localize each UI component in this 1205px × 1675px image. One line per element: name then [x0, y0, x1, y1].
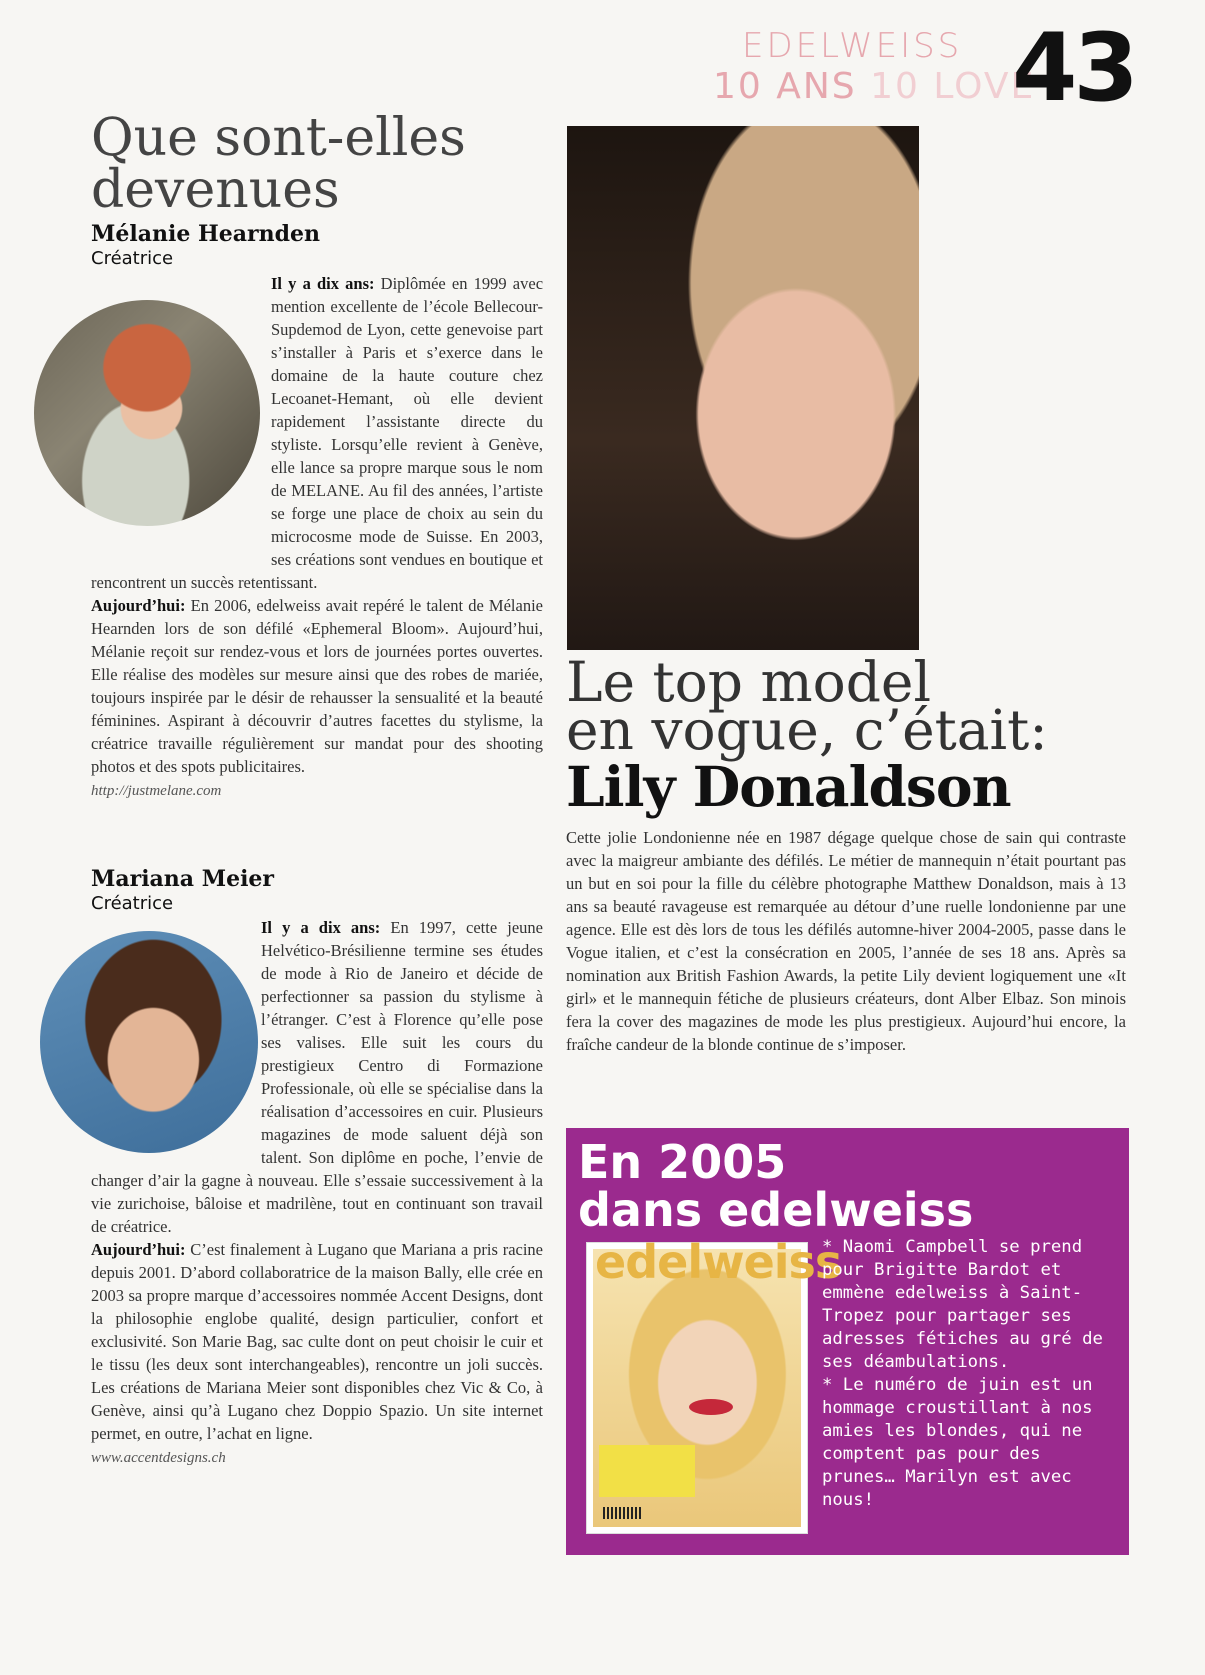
cover-yellow-panel: [599, 1445, 695, 1497]
box-item: * Naomi Campbell se prend pour Brigitte Bardot et emmène edelweiss à Saint-Tropez pour partager ses adresses fétiches au gré de ses déambulations.: [822, 1237, 1103, 1372]
text-wrap-spacer: [91, 272, 271, 550]
cover-barcode: [603, 1507, 643, 1519]
section-title-line1: Que sont-elles: [91, 108, 466, 168]
tagline-part-a: 10 ANS: [713, 66, 857, 107]
box-title-line1: En 2005: [578, 1135, 787, 1189]
profile-name: Mélanie Hearnden: [91, 221, 320, 247]
cover-lips-shape: [689, 1399, 733, 1415]
magazine-cover-image: [586, 1235, 842, 1534]
profile-name: Mariana Meier: [91, 866, 275, 892]
page-number: 43: [1012, 14, 1135, 123]
tagline-part-b: 10 LOVE: [870, 66, 1036, 107]
cover-artwork: [593, 1235, 842, 1527]
profile-role: Créatrice: [91, 248, 174, 269]
box-title-line2: dans edelweiss: [578, 1183, 974, 1237]
feature-title-line1: Le top model: [566, 650, 932, 714]
anniversary-tagline: [713, 66, 1035, 107]
cover-logo: edelweiss: [595, 1235, 842, 1289]
box-text: [822, 1236, 1117, 1512]
magazine-brand: EDELWEISS: [742, 26, 963, 66]
feature-title: [566, 650, 1186, 762]
section-title-line2: devenues: [91, 160, 340, 220]
feature-title-line2: en vogue, c’était:: [566, 698, 1048, 762]
box-item: * Le numéro de juin est un hommage croustillant à nos amies les blondes, qui ne comptent pas pour des prunes… Marilyn est avec nous!: [822, 1375, 1093, 1510]
feature-name: Lily Donaldson: [566, 754, 1011, 819]
now-label: Aujourd’hui:: [91, 596, 186, 615]
profile-text: [91, 272, 543, 803]
lily-donaldson-photo: [567, 126, 919, 650]
section-title: [91, 108, 531, 220]
now-label: Aujourd’hui:: [91, 1240, 186, 1259]
then-text: En 1997, cette jeune Helvético-Brésilienne termine ses études de mode à Rio de Janeiro et décide de perfectionner sa passion du stylisme à l’étranger. C’est à Florence qu’elle pose ses valises. Elle suit les cours du prestigieux Centro di Formazione Professionale, où elle se spécialise dans la réalisation d’accessoires en cuir. Plusieurs magazines de mode saluent déjà son talent. Son diplôme en poche, l’envie de changer d’air la gagne à nouveau. Elle s’essaie successivement à la vie zurichoise, bâloise et madrilène, tout en continuant son travail de créatrice.: [91, 918, 544, 1236]
profile-role: Créatrice: [91, 893, 174, 914]
now-text: En 2006, edelweiss avait repéré le talent de Mélanie Hearnden lors de son défilé «Ephemeral Bloom». Aujourd’hui, Mélanie reçoit sur rendez-vous et lors de journées portes ouvertes. Elle réalise des modèles sur mesure ainsi que des robes de mariée, toujours inspirée par le désir de rehausser la sensualité et la beauté féminines. Aspirant à découvrir d’autres facettes du stylisme, la créatrice travaille régulièrement sur mandat pour des shooting photos et des spots publicitaires.: [91, 596, 543, 776]
text-wrap-spacer: [91, 916, 261, 1166]
profile-text: [91, 916, 543, 1470]
now-text: C’est finalement à Lugano que Mariana a pris racine depuis 2001. D’abord collaboratrice de la maison Bally, elle crée en 2003 sa propre marque d’accessoires nommée Accent Designs, dont la philosophie englobe qualité, design particulier, confort et exclusivité. Son Marie Bag, sac culte dont on peut choisir le cuir et le tissu (les deux sont interchangeables), rencontre un joli succès. Les créations de Mariana Meier sont disponibles chez Vic & Co, à Genève, ainsi qu’à Lugano chez Doppio Spazio. Un site internet permet, en outre, l’achat en ligne.: [91, 1240, 543, 1443]
profile-url[interactable]: http://justmelane.com: [91, 783, 222, 799]
feature-body: Cette jolie Londonienne née en 1987 dégage quelque chose de sain qui contraste avec la maigreur ambiante des défilés. Le métier de mannequin n’était pourtant pas un but en soi pour la fille du célèbre photographe Matthew Donaldson, mais à 13 ans sa beauté ravageuse est remarquée au détour d’une ruelle londonienne par une agence. Elle est dès lors de tous les défilés automne-hiver 2004-2005, passe dans le Vogue italien, et c’est la consécration en 2005, l’année de ses 18 ans. Après sa nomination aux British Fashion Awards, la petite Lily devient logiquement une «It girl» et le mannequin fétiche de plusieurs créateurs, dont Alber Elbaz. Son minois fera la cover des magazines de mode les plus prestigieux. Aujourd’hui encore, la fraîche candeur de la blonde continue de s’imposer.: [566, 828, 1126, 1054]
sidebar-box: [566, 1128, 1129, 1555]
then-text: Diplômée en 1999 avec mention excellente de l’école Bellecour-Supdemod de Lyon, cette genevoise part s’installer à Paris et s’exerce dans le domaine de la haute couture chez Lecoanet-Hemant, où elle devient rapidement l’assistante directe du styliste. Lorsqu’elle revient à Genève, elle lance sa propre marque sous le nom de MELANE. Au fil des années, l’artiste se forge une place de choix au sein du microcosme mode de Suisse. En 2003, ses créations sont vendues en boutique et rencontrent un succès retentissant.: [91, 274, 544, 592]
box-title: [578, 1135, 974, 1237]
then-label: Il y a dix ans:: [261, 918, 381, 937]
then-label: Il y a dix ans:: [271, 274, 375, 293]
profile-url[interactable]: www.accentdesigns.ch: [91, 1450, 226, 1466]
